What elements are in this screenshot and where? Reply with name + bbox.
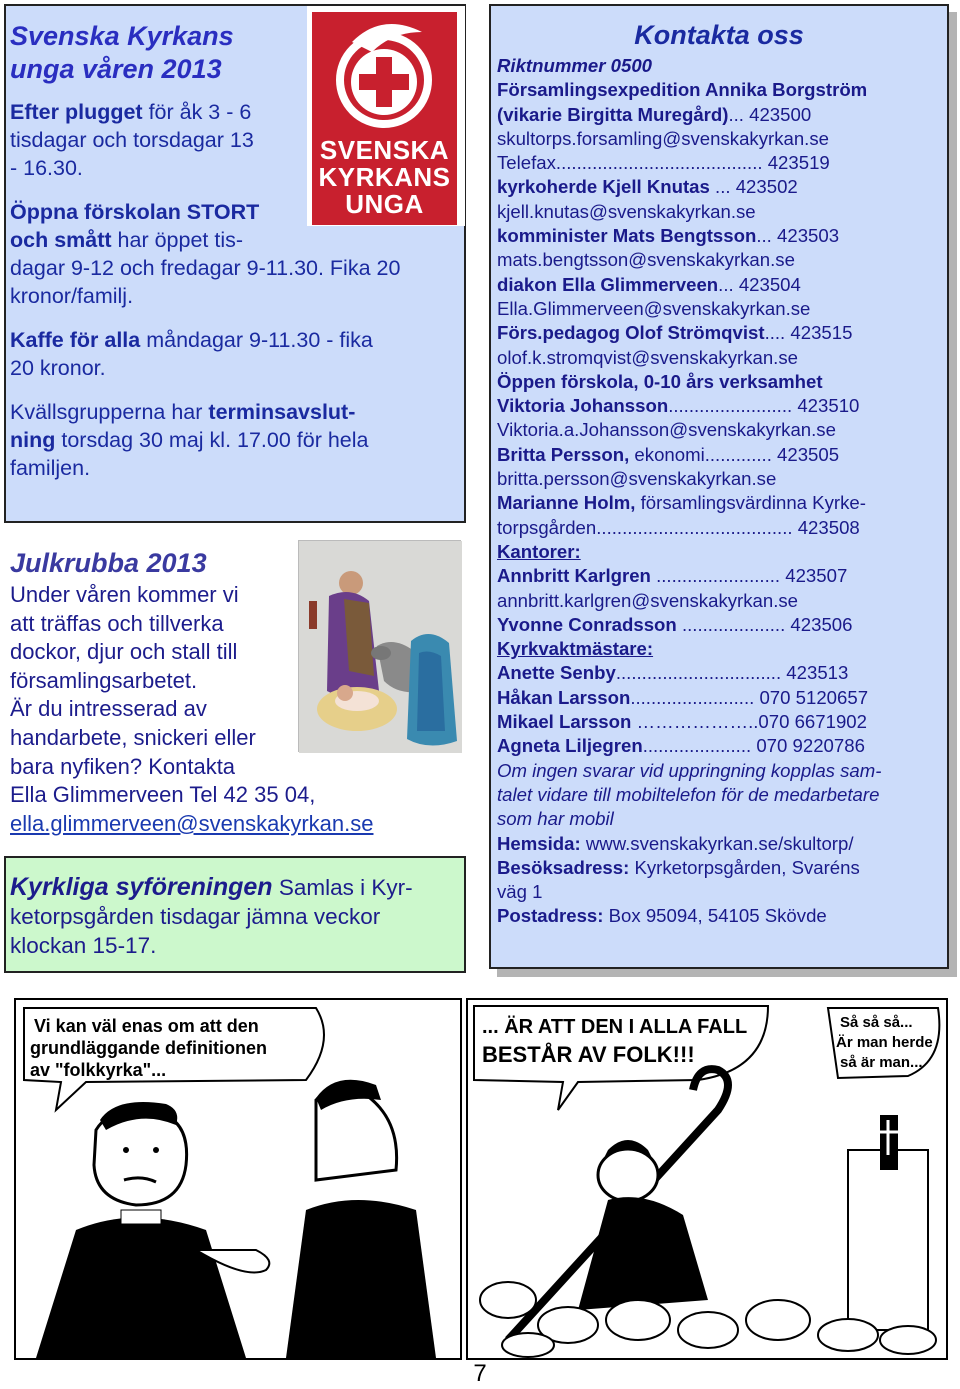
contact-detail: Box 95094, 54105 Skövde bbox=[603, 905, 827, 927]
contact-line bbox=[497, 54, 945, 78]
contact-line bbox=[497, 759, 945, 783]
contact-text: britta.persson@svenskakyrkan.se bbox=[497, 468, 777, 490]
julkrubba-line1: Under våren kommer vi bbox=[10, 582, 239, 607]
contact-text: Öppen förskola, 0-10 års verksamhet bbox=[497, 370, 823, 392]
contact-name: Förs.pedagog Olof Strömqvist bbox=[497, 322, 765, 344]
contact-text: Ella.Glimmerveen@svenskakyrkan.se bbox=[497, 297, 811, 319]
youth-title-line2: unga våren 2013 bbox=[10, 54, 222, 84]
contact-line bbox=[497, 589, 945, 613]
contact-detail: församlingsvärdinna Kyrke- bbox=[635, 492, 866, 514]
forskola-bold1: Öppna förskolan STORT bbox=[10, 200, 260, 224]
contact-name: diakon Ella Glimmerveen bbox=[497, 273, 719, 295]
contact-name: kyrkoherde Kjell Knutas bbox=[497, 176, 710, 198]
contact-detail: ................................ 423513 bbox=[615, 662, 849, 684]
contact-detail: ... 423503 bbox=[756, 225, 840, 247]
forskola-bold2: och smått bbox=[10, 228, 112, 252]
contact-line bbox=[497, 832, 945, 856]
youth-title bbox=[10, 20, 300, 86]
contact-line bbox=[497, 880, 945, 904]
syforening-line2: ketorpsgården tisdagar jämna veckor bbox=[10, 904, 381, 929]
nativity-photo bbox=[298, 540, 461, 752]
kvall-paragraph bbox=[10, 398, 460, 482]
contact-section-heading: Kyrkvaktmästare: bbox=[497, 638, 654, 660]
logo-line3: UNGA bbox=[345, 189, 424, 219]
comic-left-speech-line2: grundläggande definitionen bbox=[30, 1038, 267, 1058]
contact-name: Hemsida: bbox=[497, 832, 581, 854]
kaffe-line2: 20 kronor. bbox=[10, 356, 106, 380]
contact-name: Viktoria Johansson bbox=[497, 395, 669, 417]
comic-right-speech2-line2: Är man herde bbox=[836, 1034, 933, 1051]
contact-name: Håkan Larsson bbox=[497, 686, 631, 708]
plugget-line2: tisdagar och torsdagar 13 bbox=[10, 128, 254, 152]
contact-line bbox=[497, 686, 945, 710]
kvall-rest2: torsdag 30 maj kl. 17.00 för hela bbox=[55, 428, 369, 452]
julkrubba-line3: dockor, djur och stall till bbox=[10, 639, 238, 665]
contact-line bbox=[497, 78, 945, 102]
contact-line bbox=[497, 273, 945, 297]
forskola-line4: kronor/familj. bbox=[10, 284, 134, 308]
contact-text: skultorps.forsamling@svenskakyrkan.se bbox=[497, 127, 829, 149]
plugget-rest: för åk 3 - 6 bbox=[142, 100, 252, 124]
forskola-line3: dagar 9-12 och fredagar 9-11.30. Fika 20 bbox=[10, 256, 401, 280]
contact-name: Anette Senby bbox=[497, 662, 616, 684]
contact-line bbox=[497, 418, 945, 442]
contact-detail: ... 423502 bbox=[709, 176, 798, 198]
contact-detail: .... 423515 bbox=[764, 322, 853, 344]
contact-line bbox=[497, 904, 945, 928]
kvall-pre: Kvällsgrupperna har bbox=[10, 400, 209, 424]
contact-text: som har mobil bbox=[497, 808, 614, 830]
contact-name: Besöksadress: bbox=[497, 856, 630, 878]
contact-line bbox=[497, 491, 945, 515]
contact-text: Församlingsexpedition Annika Borgström bbox=[497, 79, 868, 101]
contact-line bbox=[497, 467, 945, 491]
comic-right-speech2-line3: så är man... bbox=[840, 1054, 923, 1071]
contact-detail: ... 423500 bbox=[728, 103, 812, 125]
contact-line bbox=[497, 127, 945, 151]
contact-line bbox=[497, 783, 945, 807]
contact-text: Om ingen svarar vid uppringning kopplas sam- bbox=[497, 759, 882, 781]
julkrubba-title: Julkrubba 2013 bbox=[10, 548, 207, 578]
contact-line bbox=[497, 734, 945, 758]
contact-name: Postadress: bbox=[497, 905, 604, 927]
contact-line bbox=[497, 856, 945, 880]
comic-left-speech-line1: Vi kan väl enas om att den bbox=[34, 1016, 259, 1036]
syforening-heading: Kyrkliga syföreningen bbox=[10, 873, 273, 901]
contact-line bbox=[497, 224, 945, 248]
contact-detail: ………………..070 6671902 bbox=[631, 711, 867, 733]
julkrubba-line4: församlingsarbetet. bbox=[10, 667, 198, 693]
julkrubba-line6: handarbete, snickeri eller bbox=[10, 724, 256, 750]
contact-title: Kontakta oss bbox=[634, 20, 804, 50]
logo-line2: KYRKANS bbox=[318, 162, 451, 192]
contact-name: (vikarie Birgitta Muregård) bbox=[497, 103, 729, 125]
logo-line1: SVENSKA bbox=[319, 135, 450, 165]
contact-name: komminister Mats Bengtsson bbox=[497, 225, 757, 247]
contact-line bbox=[497, 807, 945, 831]
contact-name: Britta Persson, bbox=[497, 443, 630, 465]
youth-title-line1: Svenska Kyrkans bbox=[10, 21, 234, 51]
comic-panel-left bbox=[14, 998, 462, 1360]
contact-line bbox=[497, 248, 945, 272]
logo-red-panel bbox=[312, 12, 457, 225]
contact-detail: ... 423504 bbox=[718, 273, 801, 295]
comic-right-speech-line2: BESTÅR AV FOLK!!! bbox=[482, 1042, 695, 1067]
contact-name: Yvonne Conradsson bbox=[497, 613, 677, 635]
julkrubba-line7: bara nyfiken? Kontakta bbox=[10, 753, 236, 779]
julkrubba-line5: Är du intresserad av bbox=[10, 696, 207, 722]
contact-detail: www.svenskakyrkan.se/skultorp/ bbox=[580, 832, 854, 854]
contact-line bbox=[497, 103, 945, 127]
contact-detail: ........................ 423507 bbox=[650, 565, 848, 587]
comic-right-speech2-line1: Så så så... bbox=[840, 1014, 913, 1031]
kvall-bold2: ning bbox=[10, 428, 56, 452]
contact-line bbox=[497, 370, 945, 394]
contact-text: annbritt.karlgren@svenskakyrkan.se bbox=[497, 589, 799, 611]
kvall-bold1: terminsavslut- bbox=[208, 400, 356, 424]
contact-name: Agneta Liljegren bbox=[497, 735, 643, 757]
julkrubba-email-link[interactable]: ella.glimmerveen@svenskakyrkan.se bbox=[10, 810, 374, 836]
kaffe-rest: måndagar 9-11.30 - fika bbox=[140, 328, 373, 352]
syforening-rest1: Samlas i Kyr- bbox=[272, 875, 413, 900]
page-number: 7 bbox=[473, 1360, 487, 1387]
contact-detail: ........................ 070 5120657 bbox=[630, 686, 869, 708]
forskola-rest2: har öppet tis- bbox=[111, 228, 244, 252]
contact-name: Annbritt Karlgren bbox=[497, 565, 651, 587]
plugget-bold: Efter plugget bbox=[10, 100, 143, 124]
contact-line bbox=[497, 200, 945, 224]
contact-text: Riktnummer 0500 bbox=[497, 55, 653, 76]
contact-detail: ekonomi............. 423505 bbox=[629, 443, 840, 465]
contact-name: Marianne Holm, bbox=[497, 492, 636, 514]
contact-text: Viktoria.a.Johansson@svenskakyrkan.se bbox=[497, 419, 836, 441]
contact-text: väg 1 bbox=[497, 881, 543, 903]
contact-text: torpsgården...................................... 423508 bbox=[497, 516, 860, 538]
kaffe-bold: Kaffe för alla bbox=[10, 328, 141, 352]
contact-list bbox=[497, 54, 945, 929]
contact-detail: ........................ 423510 bbox=[668, 395, 860, 417]
contact-line bbox=[497, 516, 945, 540]
contact-name: Mikael Larsson bbox=[497, 711, 632, 733]
contact-line bbox=[497, 637, 945, 661]
contact-text: mats.bengtsson@svenskakyrkan.se bbox=[497, 249, 795, 271]
contact-section-heading: Kantorer: bbox=[497, 540, 581, 562]
contact-detail: .................... 423506 bbox=[676, 613, 853, 635]
contact-detail: ..................... 070 9220786 bbox=[642, 735, 865, 757]
comic-left-speech-line3: av "folkkyrka"... bbox=[30, 1060, 167, 1080]
church-cross-icon bbox=[312, 12, 457, 132]
comic-panel-right bbox=[466, 998, 948, 1360]
contact-line bbox=[497, 321, 945, 345]
julkrubba-line2: att träffas och tillverka bbox=[10, 610, 224, 636]
contact-text: talet vidare till mobiltelefon för de medarbetare bbox=[497, 783, 880, 805]
comic-right-speech-line1: ... ÄR ATT DEN I ALLA FALL bbox=[482, 1016, 748, 1038]
contact-line bbox=[497, 661, 945, 685]
contact-line bbox=[497, 297, 945, 321]
contact-line bbox=[497, 710, 945, 734]
contact-line bbox=[497, 613, 945, 637]
contact-detail: Kyrketorpsgården, Svaréns bbox=[629, 856, 860, 878]
contact-text: olof.k.stromqvist@svenskakyrkan.se bbox=[497, 346, 798, 368]
contact-line bbox=[497, 443, 945, 467]
contact-text: kjell.knutas@svenskakyrkan.se bbox=[497, 200, 756, 222]
plugget-line3: - 16.30. bbox=[10, 156, 83, 180]
contact-line bbox=[497, 394, 945, 418]
syforening-line3: klockan 15-17. bbox=[10, 933, 157, 958]
contact-line bbox=[497, 151, 945, 175]
contact-line bbox=[497, 346, 945, 370]
contact-line bbox=[497, 540, 945, 564]
syforening-text bbox=[10, 873, 460, 960]
kvall-line3: familjen. bbox=[10, 456, 91, 480]
contact-line bbox=[497, 564, 945, 588]
contact-line bbox=[497, 175, 945, 199]
kaffe-paragraph bbox=[10, 326, 460, 382]
contact-text: Telefax........................................ 423519 bbox=[497, 152, 830, 174]
julkrubba-line8: Ella Glimmerveen Tel 42 35 04, bbox=[10, 782, 316, 808]
